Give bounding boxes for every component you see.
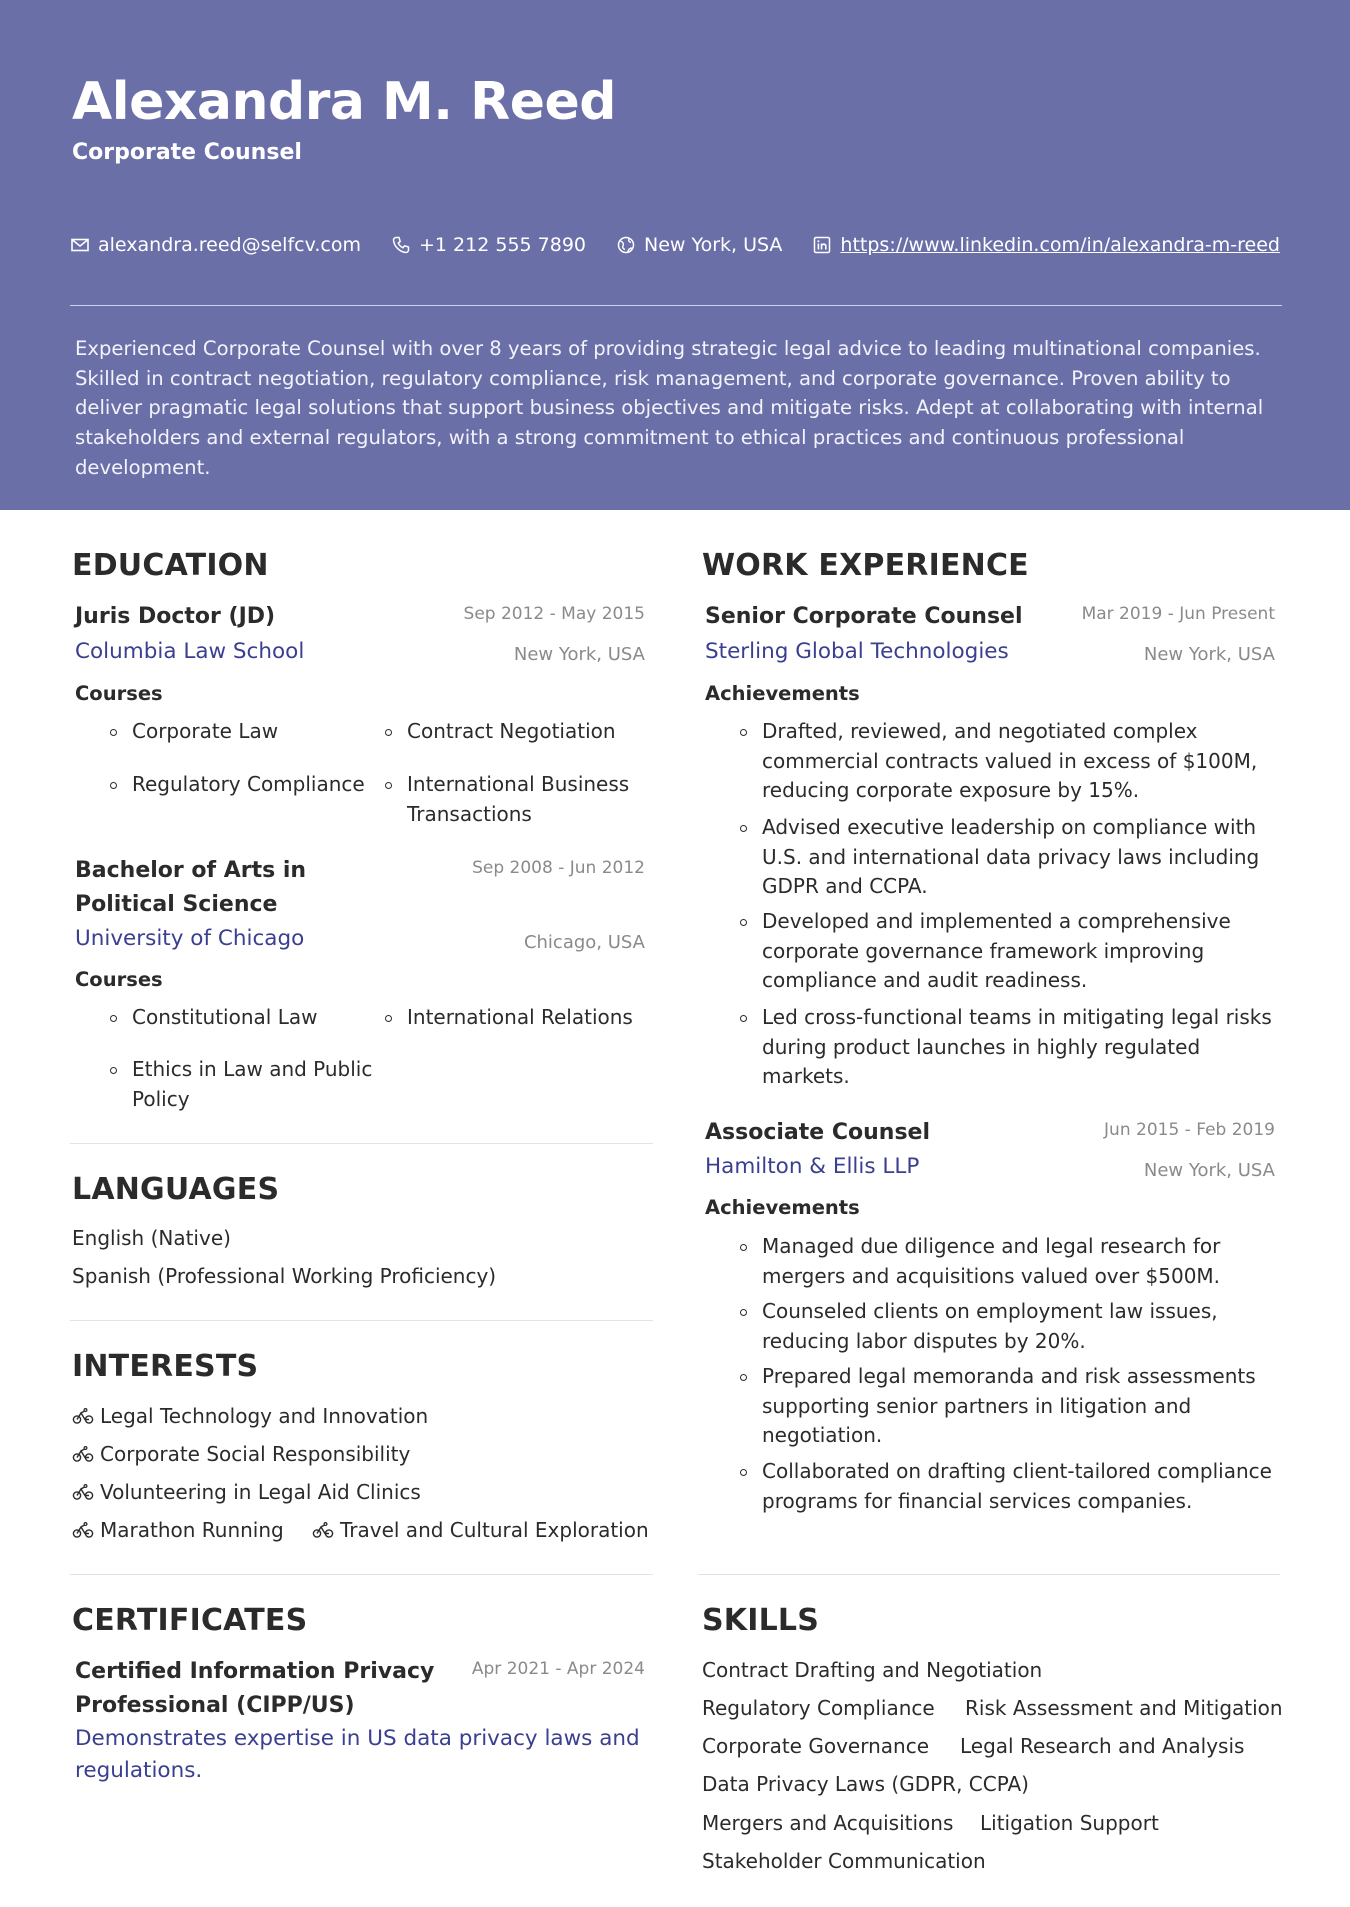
candidate-name: Alexandra M. Reed <box>72 72 616 132</box>
contact-bar <box>70 231 1310 259</box>
skill-item: Corporate Governance <box>702 1734 929 1758</box>
education-degree: Juris Doctor (JD) <box>75 604 276 629</box>
section-divider <box>70 1320 653 1321</box>
bicycle-icon <box>72 1407 94 1425</box>
interest-item <box>72 1442 410 1466</box>
interest-item <box>72 1404 428 1428</box>
interest-label: Marathon Running <box>100 1518 284 1542</box>
education-dates: Sep 2008 - Jun 2012 <box>472 858 645 878</box>
contact-location <box>616 234 782 256</box>
course-item: International Relations <box>407 1003 647 1033</box>
certificate-description: Demonstrates expertise in US data privacy laws and regulations. <box>75 1726 640 1783</box>
job-role: Senior Corporate Counsel <box>705 604 1023 629</box>
location-text: New York, USA <box>644 234 783 256</box>
education-school: Columbia Law School <box>75 639 305 664</box>
contact-phone[interactable] <box>391 234 586 256</box>
envelope-icon <box>70 235 90 255</box>
achievements-label: Achievements <box>705 1196 860 1219</box>
education-heading: EDUCATION <box>72 548 269 583</box>
certificates-heading: CERTIFICATES <box>72 1603 308 1638</box>
achievement-item: Counseled clients on employment law issues, reducing labor disputes by 20%. <box>762 1297 1282 1356</box>
course-item: Corporate Law <box>132 717 372 747</box>
contact-email[interactable] <box>70 234 361 256</box>
phone-icon <box>391 235 411 255</box>
job-location: New York, USA <box>1143 1160 1275 1181</box>
job-dates: Mar 2019 - Jun Present <box>1081 604 1275 624</box>
achievement-item: Collaborated on drafting client-tailored compliance programs for financial services companies. <box>762 1457 1282 1516</box>
globe-icon <box>616 235 636 255</box>
course-item: Ethics in Law and Public Policy <box>132 1055 382 1114</box>
job-role: Associate Counsel <box>705 1120 930 1145</box>
achievement-item: Prepared legal memoranda and risk assessments supporting senior partners in litigation and negotiation. <box>762 1362 1282 1451</box>
interest-label: Travel and Cultural Exploration <box>340 1518 649 1542</box>
job-title: Corporate Counsel <box>72 140 302 165</box>
courses-label: Courses <box>75 682 163 705</box>
education-degree: Bachelor of Arts in Political Science <box>75 858 307 917</box>
skill-item: Legal Research and Analysis <box>960 1734 1245 1758</box>
interest-item <box>72 1480 421 1504</box>
education-location: Chicago, USA <box>523 932 645 953</box>
course-item: Regulatory Compliance <box>132 770 382 800</box>
section-divider <box>70 1143 653 1144</box>
interest-item <box>72 1518 284 1542</box>
section-divider <box>70 1574 653 1575</box>
course-item: Constitutional Law <box>132 1003 372 1033</box>
work-experience-heading: WORK EXPERIENCE <box>702 548 1029 583</box>
achievement-item: Managed due diligence and legal research for mergers and acquisitions valued over $500M. <box>762 1232 1282 1291</box>
skill-item: Mergers and Acquisitions <box>702 1811 954 1835</box>
skill-item: Stakeholder Communication <box>702 1849 986 1873</box>
job-company: Sterling Global Technologies <box>705 639 1009 664</box>
achievement-item: Drafted, reviewed, and negotiated complex commercial contracts valued in excess of $100M, reducing corporate exposure by 15%. <box>762 717 1282 806</box>
job-location: New York, USA <box>1143 644 1275 665</box>
bicycle-icon <box>72 1483 94 1501</box>
interests-heading: INTERESTS <box>72 1349 259 1384</box>
skill-item: Risk Assessment and Mitigation <box>965 1696 1283 1720</box>
interest-label: Legal Technology and Innovation <box>100 1404 429 1428</box>
header-divider <box>70 305 1282 306</box>
resume-header <box>0 0 1350 510</box>
skill-item: Regulatory Compliance <box>702 1696 935 1720</box>
profile-summary: Experienced Corporate Counsel with over 8 years of providing strategic legal advice to leading multinational companies. Skilled in contract negotiation, regulatory compliance, risk management, and corporate governance. Proven ability to deliver pragmatic legal solutions that support business objectives and mitigate risks. Adept at collaborating with internal stakeholders and external regulators, with a strong commitment to ethical practices and continuous professional development. <box>75 337 1264 479</box>
education-dates: Sep 2012 - May 2015 <box>463 604 645 624</box>
bicycle-icon <box>72 1521 94 1539</box>
course-item: Contract Negotiation <box>407 717 647 747</box>
achievement-item: Developed and implemented a comprehensive corporate governance framework improving compliance and audit readiness. <box>762 907 1282 996</box>
skills-heading: SKILLS <box>702 1603 820 1638</box>
education-location: New York, USA <box>513 644 645 665</box>
linkedin-icon <box>812 235 832 255</box>
course-item: International Business Transactions <box>407 770 647 829</box>
section-divider <box>698 1574 1280 1575</box>
achievements-label: Achievements <box>705 682 860 705</box>
education-school: University of Chicago <box>75 926 305 951</box>
contact-linkedin[interactable] <box>812 234 1280 256</box>
skill-item: Litigation Support <box>980 1811 1159 1835</box>
languages-heading: LANGUAGES <box>72 1172 280 1207</box>
job-dates: Jun 2015 - Feb 2019 <box>1104 1120 1275 1140</box>
interest-item <box>312 1518 649 1542</box>
linkedin-link[interactable]: https://www.linkedin.com/in/alexandra-m-reed <box>840 234 1280 256</box>
bicycle-icon <box>312 1521 334 1539</box>
interest-label: Volunteering in Legal Aid Clinics <box>100 1480 421 1504</box>
achievement-item: Advised executive leadership on compliance with U.S. and international data privacy laws including GDPR and CCPA. <box>762 813 1282 902</box>
language-item: Spanish (Professional Working Proficiency) <box>72 1264 497 1288</box>
phone-text: +1 212 555 7890 <box>419 234 587 256</box>
certificate-name: Certified Information Privacy Professional (CIPP/US) <box>75 1659 435 1718</box>
job-company: Hamilton & Ellis LLP <box>705 1154 920 1179</box>
skill-item: Data Privacy Laws (GDPR, CCPA) <box>702 1772 1029 1796</box>
courses-label: Courses <box>75 968 163 991</box>
email-text: alexandra.reed@selfcv.com <box>98 234 361 256</box>
skill-item: Contract Drafting and Negotiation <box>702 1658 1043 1682</box>
achievement-item: Led cross-functional teams in mitigating legal risks during product launches in highly regulated markets. <box>762 1003 1282 1092</box>
bicycle-icon <box>72 1445 94 1463</box>
language-item: English (Native) <box>72 1226 231 1250</box>
certificate-dates: Apr 2021 - Apr 2024 <box>471 1659 645 1679</box>
interest-label: Corporate Social Responsibility <box>100 1442 411 1466</box>
